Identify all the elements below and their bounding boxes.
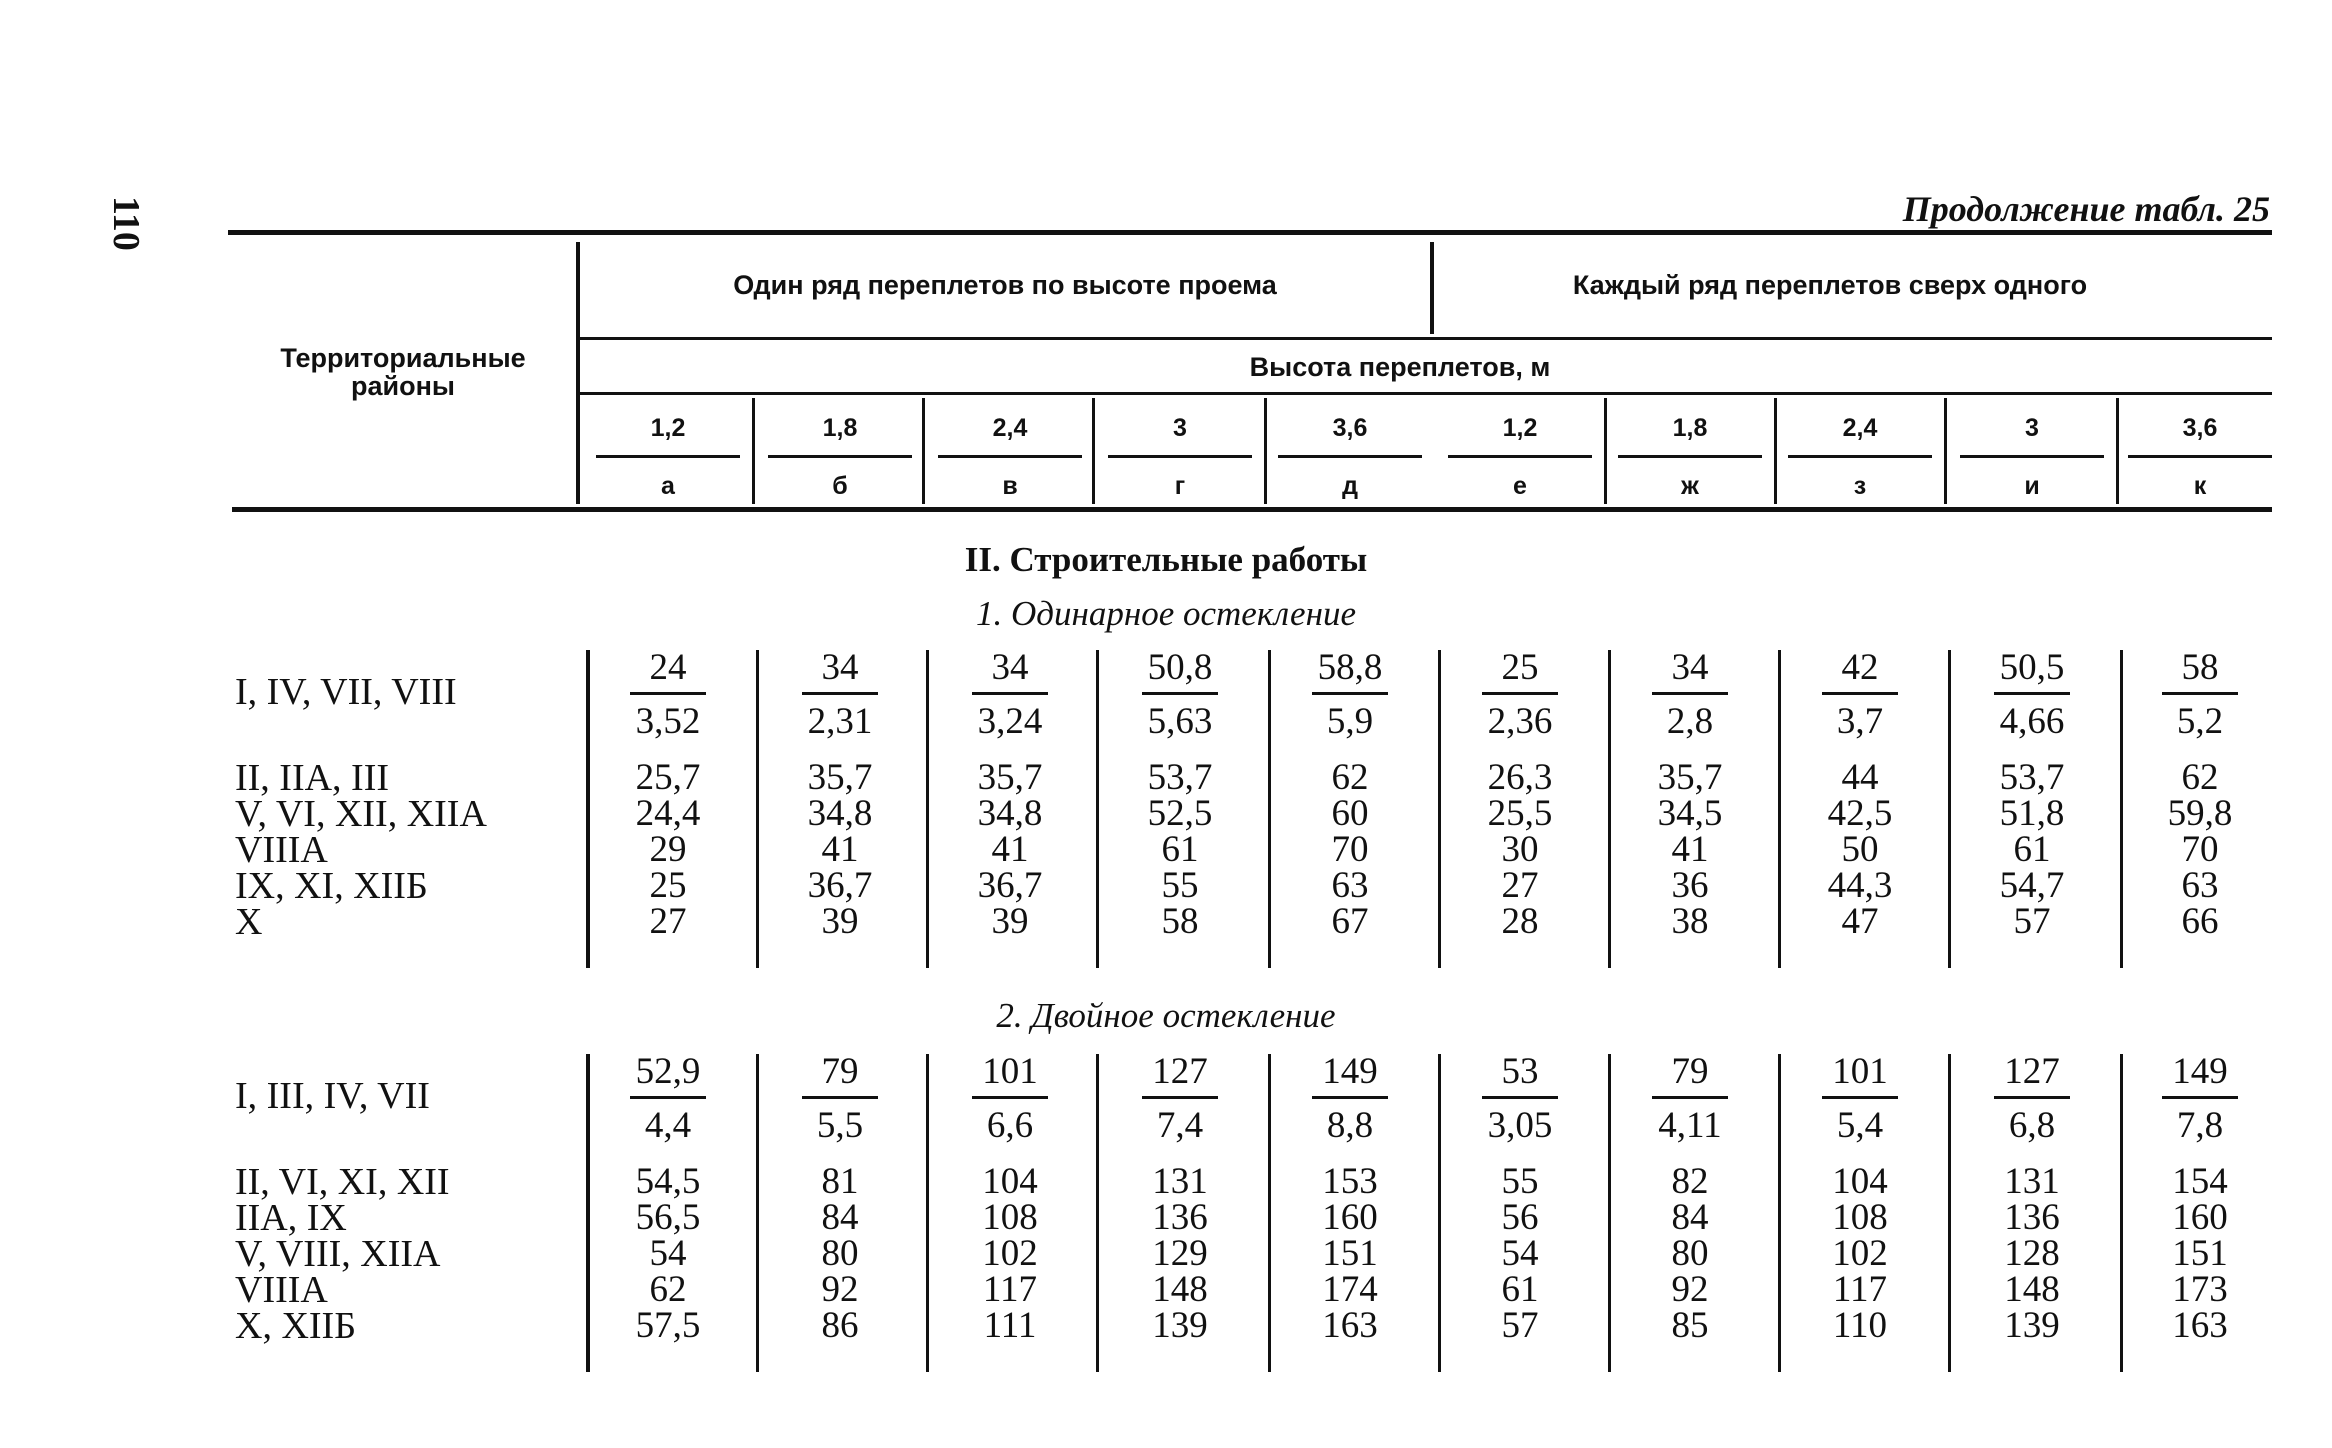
table-cell: 128 [2004, 1233, 2060, 1274]
table-cell: 34,8 [977, 793, 1043, 834]
fraction-numerator: 24 [649, 647, 687, 688]
table-cell: 151 [1322, 1233, 1378, 1274]
column-letter: а [661, 472, 675, 500]
table-cell: 61 [2013, 829, 2051, 870]
header-bottom-rule [232, 507, 2272, 512]
fraction-numerator: 101 [982, 1051, 1038, 1092]
header-height-rule [580, 392, 2272, 395]
header-column-divider [1944, 398, 1947, 504]
table-cell: 148 [1152, 1269, 1208, 1310]
table-cell: 30 [1501, 829, 1539, 870]
table-cell: 117 [982, 1269, 1038, 1310]
fraction-numerator: 25 [1501, 647, 1539, 688]
height-value: 1,2 [1502, 414, 1538, 442]
fraction-denominator: 3,05 [1487, 1105, 1553, 1146]
table-cell: 57 [2013, 901, 2051, 942]
fraction-numerator: 149 [1322, 1051, 1378, 1092]
fraction-denominator: 5,4 [1836, 1105, 1884, 1146]
table-cell: 136 [1152, 1197, 1208, 1238]
fraction-line [2162, 1096, 2238, 1099]
table-cell: 108 [1832, 1197, 1888, 1238]
fraction-numerator: 127 [1152, 1051, 1208, 1092]
column-divider [926, 1054, 929, 1372]
fraction-denominator: 2,36 [1487, 701, 1553, 742]
column-divider [2120, 650, 2123, 968]
fraction-numerator: 34 [1671, 647, 1709, 688]
table-cell: 57 [1501, 1305, 1539, 1346]
subsection-title: 1. Одинарное остекление [976, 594, 1356, 633]
table-cell: 173 [2172, 1269, 2228, 1310]
table-cell: 117 [1832, 1269, 1888, 1310]
table-cell: 56,5 [635, 1197, 701, 1238]
table-cell: 110 [1832, 1305, 1888, 1346]
column-letter: ж [1681, 472, 1699, 500]
column-divider [1778, 1054, 1781, 1372]
height-underline [1960, 455, 2104, 458]
height-value: 1,8 [822, 414, 858, 442]
column-letter: в [1002, 472, 1018, 500]
table-cell: 54 [1501, 1233, 1539, 1274]
region-label: IX, XI, XIIБ [235, 865, 428, 907]
height-underline [768, 455, 912, 458]
fraction-numerator: 34 [991, 647, 1029, 688]
table-cell: 25 [649, 865, 687, 906]
column-letter: и [2024, 472, 2040, 500]
table-cell: 55 [1161, 865, 1199, 906]
column-divider [1608, 1054, 1611, 1372]
table-cell: 41 [991, 829, 1029, 870]
table-cell: 111 [983, 1305, 1037, 1346]
fraction-denominator: 5,63 [1147, 701, 1213, 742]
region-label: VIIIA [235, 1269, 328, 1311]
table-cell: 82 [1671, 1161, 1709, 1202]
table-cell: 55 [1501, 1161, 1539, 1202]
header-column-divider [922, 398, 925, 504]
table-cell: 36 [1671, 865, 1709, 906]
fraction-denominator: 4,4 [644, 1105, 692, 1146]
region-column-divider [586, 1054, 590, 1372]
fraction-line [1482, 1096, 1558, 1099]
table-cell: 153 [1322, 1161, 1378, 1202]
fraction-line [1994, 692, 2070, 695]
table-cell: 27 [649, 901, 687, 942]
table-cell: 54,5 [635, 1161, 701, 1202]
table-cell: 62 [649, 1269, 687, 1310]
table-cell: 131 [1152, 1161, 1208, 1202]
column-letter: г [1174, 472, 1186, 500]
height-underline [1788, 455, 1932, 458]
fraction-numerator: 101 [1832, 1051, 1888, 1092]
table-cell: 129 [1152, 1233, 1208, 1274]
table-cell: 34,8 [807, 793, 873, 834]
fraction-line [1312, 1096, 1388, 1099]
table-cell: 139 [2004, 1305, 2060, 1346]
height-underline [1618, 455, 1762, 458]
column-letter: е [1513, 472, 1527, 500]
section-title: II. Строительные работы [964, 540, 1368, 579]
fraction-numerator: 50,8 [1147, 647, 1213, 688]
height-value: 3,6 [1332, 414, 1368, 442]
table-cell: 81 [821, 1161, 859, 1202]
header-group-divider [1430, 242, 1434, 334]
fraction-numerator: 58,8 [1317, 647, 1383, 688]
height-value: 1,8 [1672, 414, 1708, 442]
column-divider [1268, 650, 1271, 968]
table-cell: 160 [1322, 1197, 1378, 1238]
table-cell: 92 [821, 1269, 859, 1310]
fraction-denominator: 5,9 [1326, 701, 1374, 742]
column-divider [926, 650, 929, 968]
fraction-denominator: 4,11 [1658, 1105, 1722, 1146]
region-label: IIA, IX [235, 1197, 347, 1239]
table-cell: 163 [1322, 1305, 1378, 1346]
column-letter: д [1342, 472, 1358, 500]
column-divider [1778, 650, 1781, 968]
header-group-rule [580, 337, 2272, 340]
table-cell: 80 [1671, 1233, 1709, 1274]
fraction-denominator: 6,8 [2008, 1105, 2056, 1146]
height-underline [596, 455, 740, 458]
height-value: 3 [1173, 414, 1187, 442]
column-divider [756, 1054, 759, 1372]
table-cell: 54 [649, 1233, 687, 1274]
fraction-denominator: 8,8 [1326, 1105, 1374, 1146]
table-cell: 61 [1161, 829, 1199, 870]
continuation-caption: Продолжение табл. 25 [1902, 189, 2270, 229]
fraction-line [630, 1096, 706, 1099]
fraction-denominator: 3,24 [977, 701, 1043, 742]
table-cell: 139 [1152, 1305, 1208, 1346]
table-cell: 102 [982, 1233, 1038, 1274]
table-cell: 174 [1322, 1269, 1378, 1310]
group-each-row-label: Каждый ряд переплетов сверх одного [1572, 270, 2088, 300]
height-value: 2,4 [992, 414, 1028, 442]
table-cell: 163 [2172, 1305, 2228, 1346]
table-cell: 131 [2004, 1161, 2060, 1202]
column-divider [756, 650, 759, 968]
fraction-numerator: 58 [2181, 647, 2219, 688]
fraction-denominator: 2,8 [1666, 701, 1714, 742]
region-label: II, IIA, III [235, 757, 390, 799]
table-cell: 24,4 [635, 793, 701, 834]
fraction-denominator: 7,4 [1156, 1105, 1204, 1146]
table-cell: 160 [2172, 1197, 2228, 1238]
region-label: V, VI, XII, XIIA [235, 793, 487, 835]
table-cell: 59,8 [2167, 793, 2233, 834]
fraction-line [1142, 1096, 1218, 1099]
height-value: 3 [2025, 414, 2039, 442]
height-underline [1448, 455, 1592, 458]
region-label: I, IV, VII, VIII [235, 671, 457, 713]
fraction-numerator: 34 [821, 647, 859, 688]
fraction-line [630, 692, 706, 695]
column-letter: к [2193, 472, 2207, 500]
table-cell: 35,7 [807, 757, 873, 798]
table-cell: 28 [1501, 901, 1539, 942]
table-cell: 63 [2181, 865, 2219, 906]
table-cell: 56 [1501, 1197, 1539, 1238]
fraction-numerator: 52,9 [635, 1051, 701, 1092]
region-column-label: Территориальные районы [280, 343, 526, 401]
table-cell: 92 [1671, 1269, 1709, 1310]
height-value: 1,2 [650, 414, 686, 442]
table-cell: 70 [2181, 829, 2219, 870]
region-label: V, VIII, XIIA [235, 1233, 441, 1275]
table-cell: 62 [2181, 757, 2219, 798]
column-divider [1438, 650, 1441, 968]
fraction-numerator: 79 [1671, 1051, 1709, 1092]
height-underline [1278, 455, 1422, 458]
page-number: 110 [105, 196, 147, 251]
table-cell: 86 [821, 1305, 859, 1346]
fraction-line [1822, 1096, 1898, 1099]
region-label: X, XIIБ [235, 1305, 357, 1347]
column-divider [1948, 1054, 1951, 1372]
group-one-row-label: Один ряд переплетов по высоте проема [733, 270, 1277, 300]
table-cell: 26,3 [1487, 757, 1553, 798]
height-underline [1108, 455, 1252, 458]
table-cell: 84 [821, 1197, 859, 1238]
fraction-line [972, 692, 1048, 695]
table-cell: 41 [1671, 829, 1709, 870]
table-cell: 35,7 [977, 757, 1043, 798]
fraction-line [802, 692, 878, 695]
fraction-line [1994, 1096, 2070, 1099]
table-cell: 154 [2172, 1161, 2228, 1202]
table-cell: 51,8 [1999, 793, 2065, 834]
subsection-title: 2. Двойное остекление [996, 996, 1336, 1035]
fraction-denominator: 3,52 [635, 701, 701, 742]
table-cell: 39 [821, 901, 859, 942]
header-column-divider [1604, 398, 1607, 504]
height-underline [2128, 455, 2272, 458]
table-cell: 54,7 [1999, 865, 2065, 906]
table-cell: 41 [821, 829, 859, 870]
table-cell: 151 [2172, 1233, 2228, 1274]
table-cell: 44 [1841, 757, 1879, 798]
height-value: 2,4 [1842, 414, 1878, 442]
fraction-numerator: 50,5 [1999, 647, 2065, 688]
header-column-divider [1092, 398, 1095, 504]
table-cell: 80 [821, 1233, 859, 1274]
fraction-line [972, 1096, 1048, 1099]
table-cell: 42,5 [1827, 793, 1893, 834]
column-divider [1948, 650, 1951, 968]
fraction-line [1482, 692, 1558, 695]
table-cell: 67 [1331, 901, 1369, 942]
fraction-line [1822, 692, 1898, 695]
fraction-denominator: 2,31 [807, 701, 873, 742]
fraction-line [1142, 692, 1218, 695]
table-cell: 102 [1832, 1233, 1888, 1274]
region-label: I, III, IV, VII [235, 1075, 430, 1117]
fraction-denominator: 4,66 [1999, 701, 2065, 742]
header-column-divider [1264, 398, 1267, 504]
table-cell: 148 [2004, 1269, 2060, 1310]
table-cell: 70 [1331, 829, 1369, 870]
fraction-numerator: 149 [2172, 1051, 2228, 1092]
header-column-divider [1774, 398, 1777, 504]
table-cell: 53,7 [1147, 757, 1213, 798]
table-cell: 50 [1841, 829, 1879, 870]
fraction-denominator: 6,6 [986, 1105, 1034, 1146]
fraction-line [1312, 692, 1388, 695]
fraction-denominator: 3,7 [1836, 701, 1884, 742]
header-top-rule [228, 230, 2272, 235]
table-cell: 136 [2004, 1197, 2060, 1238]
table-cell: 62 [1331, 757, 1369, 798]
region-label: VIIIA [235, 829, 328, 871]
table-cell: 38 [1671, 901, 1709, 942]
fraction-line [1652, 692, 1728, 695]
table-cell: 29 [649, 829, 687, 870]
table-cell: 52,5 [1147, 793, 1213, 834]
height-label: Высота переплетов, м [1249, 352, 1551, 382]
table-cell: 84 [1671, 1197, 1709, 1238]
region-label: X [235, 901, 263, 943]
fraction-denominator: 7,8 [2176, 1105, 2224, 1146]
table-cell: 27 [1501, 865, 1539, 906]
table-cell: 63 [1331, 865, 1369, 906]
header-column-divider [752, 398, 755, 504]
table-cell: 53,7 [1999, 757, 2065, 798]
table-cell: 36,7 [807, 865, 873, 906]
table-cell: 25,5 [1487, 793, 1553, 834]
column-letter: б [832, 472, 848, 500]
table-cell: 61 [1501, 1269, 1539, 1310]
table-cell: 58 [1161, 901, 1199, 942]
table-cell: 44,3 [1827, 865, 1893, 906]
column-divider [1608, 650, 1611, 968]
table-cell: 57,5 [635, 1305, 701, 1346]
table-cell: 36,7 [977, 865, 1043, 906]
fraction-numerator: 53 [1501, 1051, 1539, 1092]
fraction-line [1652, 1096, 1728, 1099]
fraction-line [802, 1096, 878, 1099]
table-cell: 66 [2181, 901, 2219, 942]
table-cell: 85 [1671, 1305, 1709, 1346]
fraction-numerator: 42 [1841, 647, 1879, 688]
fraction-denominator: 5,2 [2176, 701, 2224, 742]
height-underline [938, 455, 1082, 458]
column-divider [2120, 1054, 2123, 1372]
column-divider [1438, 1054, 1441, 1372]
table-cell: 104 [1832, 1161, 1888, 1202]
fraction-numerator: 127 [2004, 1051, 2060, 1092]
column-divider [1096, 650, 1099, 968]
column-divider [1268, 1054, 1271, 1372]
column-letter: з [1853, 472, 1867, 500]
table-cell: 108 [982, 1197, 1038, 1238]
fraction-denominator: 5,5 [816, 1105, 864, 1146]
table-cell: 25,7 [635, 757, 701, 798]
table-cell: 60 [1331, 793, 1369, 834]
region-label: II, VI, XI, XII [235, 1161, 450, 1203]
table-cell: 47 [1841, 901, 1879, 942]
table-cell: 34,5 [1657, 793, 1723, 834]
header-column-divider [2116, 398, 2119, 504]
fraction-line [2162, 692, 2238, 695]
table-cell: 39 [991, 901, 1029, 942]
column-divider [1096, 1054, 1099, 1372]
height-value: 3,6 [2182, 414, 2218, 442]
region-column-divider [586, 650, 590, 968]
table-cell: 104 [982, 1161, 1038, 1202]
table-cell: 35,7 [1657, 757, 1723, 798]
fraction-numerator: 79 [821, 1051, 859, 1092]
